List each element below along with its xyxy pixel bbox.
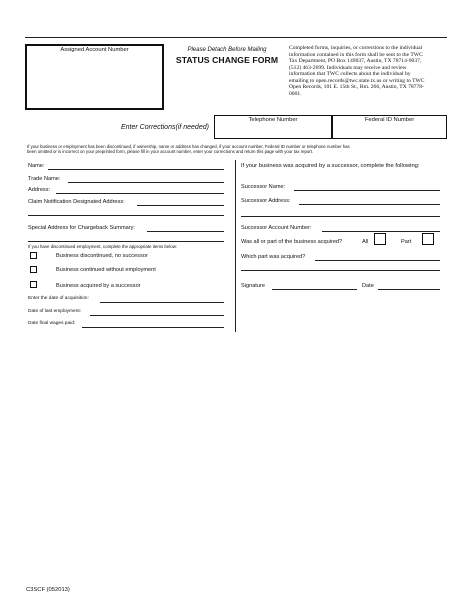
- which-part-input-line2[interactable]: [241, 270, 440, 271]
- discontinued-note: If you have discontinued employment, complete the appropriate items below:: [28, 244, 178, 249]
- signature-label: Signature: [241, 283, 265, 289]
- claim-address-input[interactable]: [137, 205, 224, 206]
- successor-name-input[interactable]: [294, 190, 440, 191]
- column-divider: [235, 160, 236, 332]
- acquisition-date-label: Enter the date of acquisition:: [28, 296, 89, 301]
- address-input[interactable]: [56, 193, 224, 194]
- claim-address-input-line2[interactable]: [28, 215, 224, 216]
- claim-address-label: Claim Notification Designated Address:: [28, 199, 125, 205]
- account-number-box[interactable]: [25, 44, 164, 110]
- form-code: C3SCF (052013): [26, 587, 70, 593]
- instruction-line: If your business or employment has been discontinued, if ownership, name or address has changed, if your account number, Federal ID number or telephone number has: [27, 144, 350, 149]
- part-checkbox[interactable]: [422, 233, 434, 245]
- option-checkbox-acquired[interactable]: [30, 281, 37, 288]
- account-box-label: Assigned Account Number: [60, 47, 129, 53]
- part-label: Part: [401, 239, 412, 245]
- trade-name-label: Trade Name:: [28, 176, 61, 182]
- chargeback-input[interactable]: [147, 231, 224, 232]
- info-line: information that TWC collects about the individual by: [289, 71, 411, 77]
- detach-note: Please Detach Before Mailing: [187, 47, 267, 53]
- chargeback-label: Special Address for Chargeback Summary:: [28, 225, 135, 231]
- address-label: Address:: [28, 187, 51, 193]
- info-line: (512) 463-2699. Individuals may receive and review: [289, 64, 407, 71]
- instruction-line: been omitted or is incorrect on your preprinted form, please fill in your account number, enter your corrections and return this page with your tax report.: [27, 149, 314, 155]
- name-input[interactable]: [48, 169, 224, 170]
- telephone-label: Telephone Number: [248, 117, 298, 123]
- option-checkbox-no-employment[interactable]: [30, 266, 37, 273]
- final-wages-label: Date final wages paid:: [28, 321, 76, 326]
- info-line: emailing to open.records@twc.state.tx.us or writing to TWC: [289, 77, 425, 84]
- acquired-question: Was all or part of the business acquired?: [241, 239, 343, 245]
- which-part-input[interactable]: [315, 260, 440, 261]
- successor-account-label: Successor Account Number:: [241, 225, 312, 231]
- successor-heading: If your business was acquired by a successor, complete the following:: [241, 163, 420, 169]
- info-line: Open Records, 101 E. 15th St., Rm. 266, Austin, TX 78778-: [289, 84, 424, 90]
- corrections-label: Enter Corrections(if needed): [121, 124, 209, 131]
- option-label-no-employment: Business continued without employment: [56, 267, 156, 273]
- date-input[interactable]: [378, 289, 440, 290]
- federal-id-label: Federal ID Number: [364, 117, 415, 123]
- info-line: Tax Department, PO Box 149037, Austin, TX 78714-9037,: [289, 58, 422, 64]
- successor-address-input[interactable]: [299, 204, 440, 205]
- info-line: Completed forms, inquiries, or corrections to the individual: [289, 45, 423, 51]
- last-employment-label: Date of last employment:: [28, 309, 82, 314]
- successor-address-label: Successor Address:: [241, 198, 291, 204]
- which-part-label: Which part was acquired?: [241, 254, 306, 260]
- successor-account-input[interactable]: [322, 231, 440, 232]
- instructions: [27, 144, 457, 155]
- last-employment-input[interactable]: [90, 315, 224, 316]
- form-title: STATUS CHANGE FORM: [175, 55, 279, 65]
- final-wages-input[interactable]: [82, 327, 224, 328]
- info-line: information contained in this form shall be sent to the TWC: [289, 51, 423, 58]
- trade-name-input[interactable]: [68, 182, 224, 183]
- info-line: 0001.: [289, 90, 302, 97]
- acquisition-date-input[interactable]: [100, 302, 224, 303]
- successor-name-label: Successor Name:: [241, 184, 286, 190]
- name-label: Name:: [28, 163, 45, 169]
- option-label-acquired: Business acquired by a successor: [56, 283, 141, 289]
- option-label-discontinued: Business discontinued, no successor: [56, 253, 148, 259]
- all-checkbox[interactable]: [374, 233, 386, 245]
- info-paragraph: [289, 45, 449, 97]
- top-rule: [25, 37, 447, 38]
- option-checkbox-discontinued[interactable]: [30, 252, 37, 259]
- date-label: Date: [362, 283, 374, 289]
- signature-input[interactable]: [272, 289, 357, 290]
- successor-address-input-line2[interactable]: [241, 216, 440, 217]
- chargeback-input-line2[interactable]: [28, 241, 224, 242]
- all-label: All: [362, 239, 369, 245]
